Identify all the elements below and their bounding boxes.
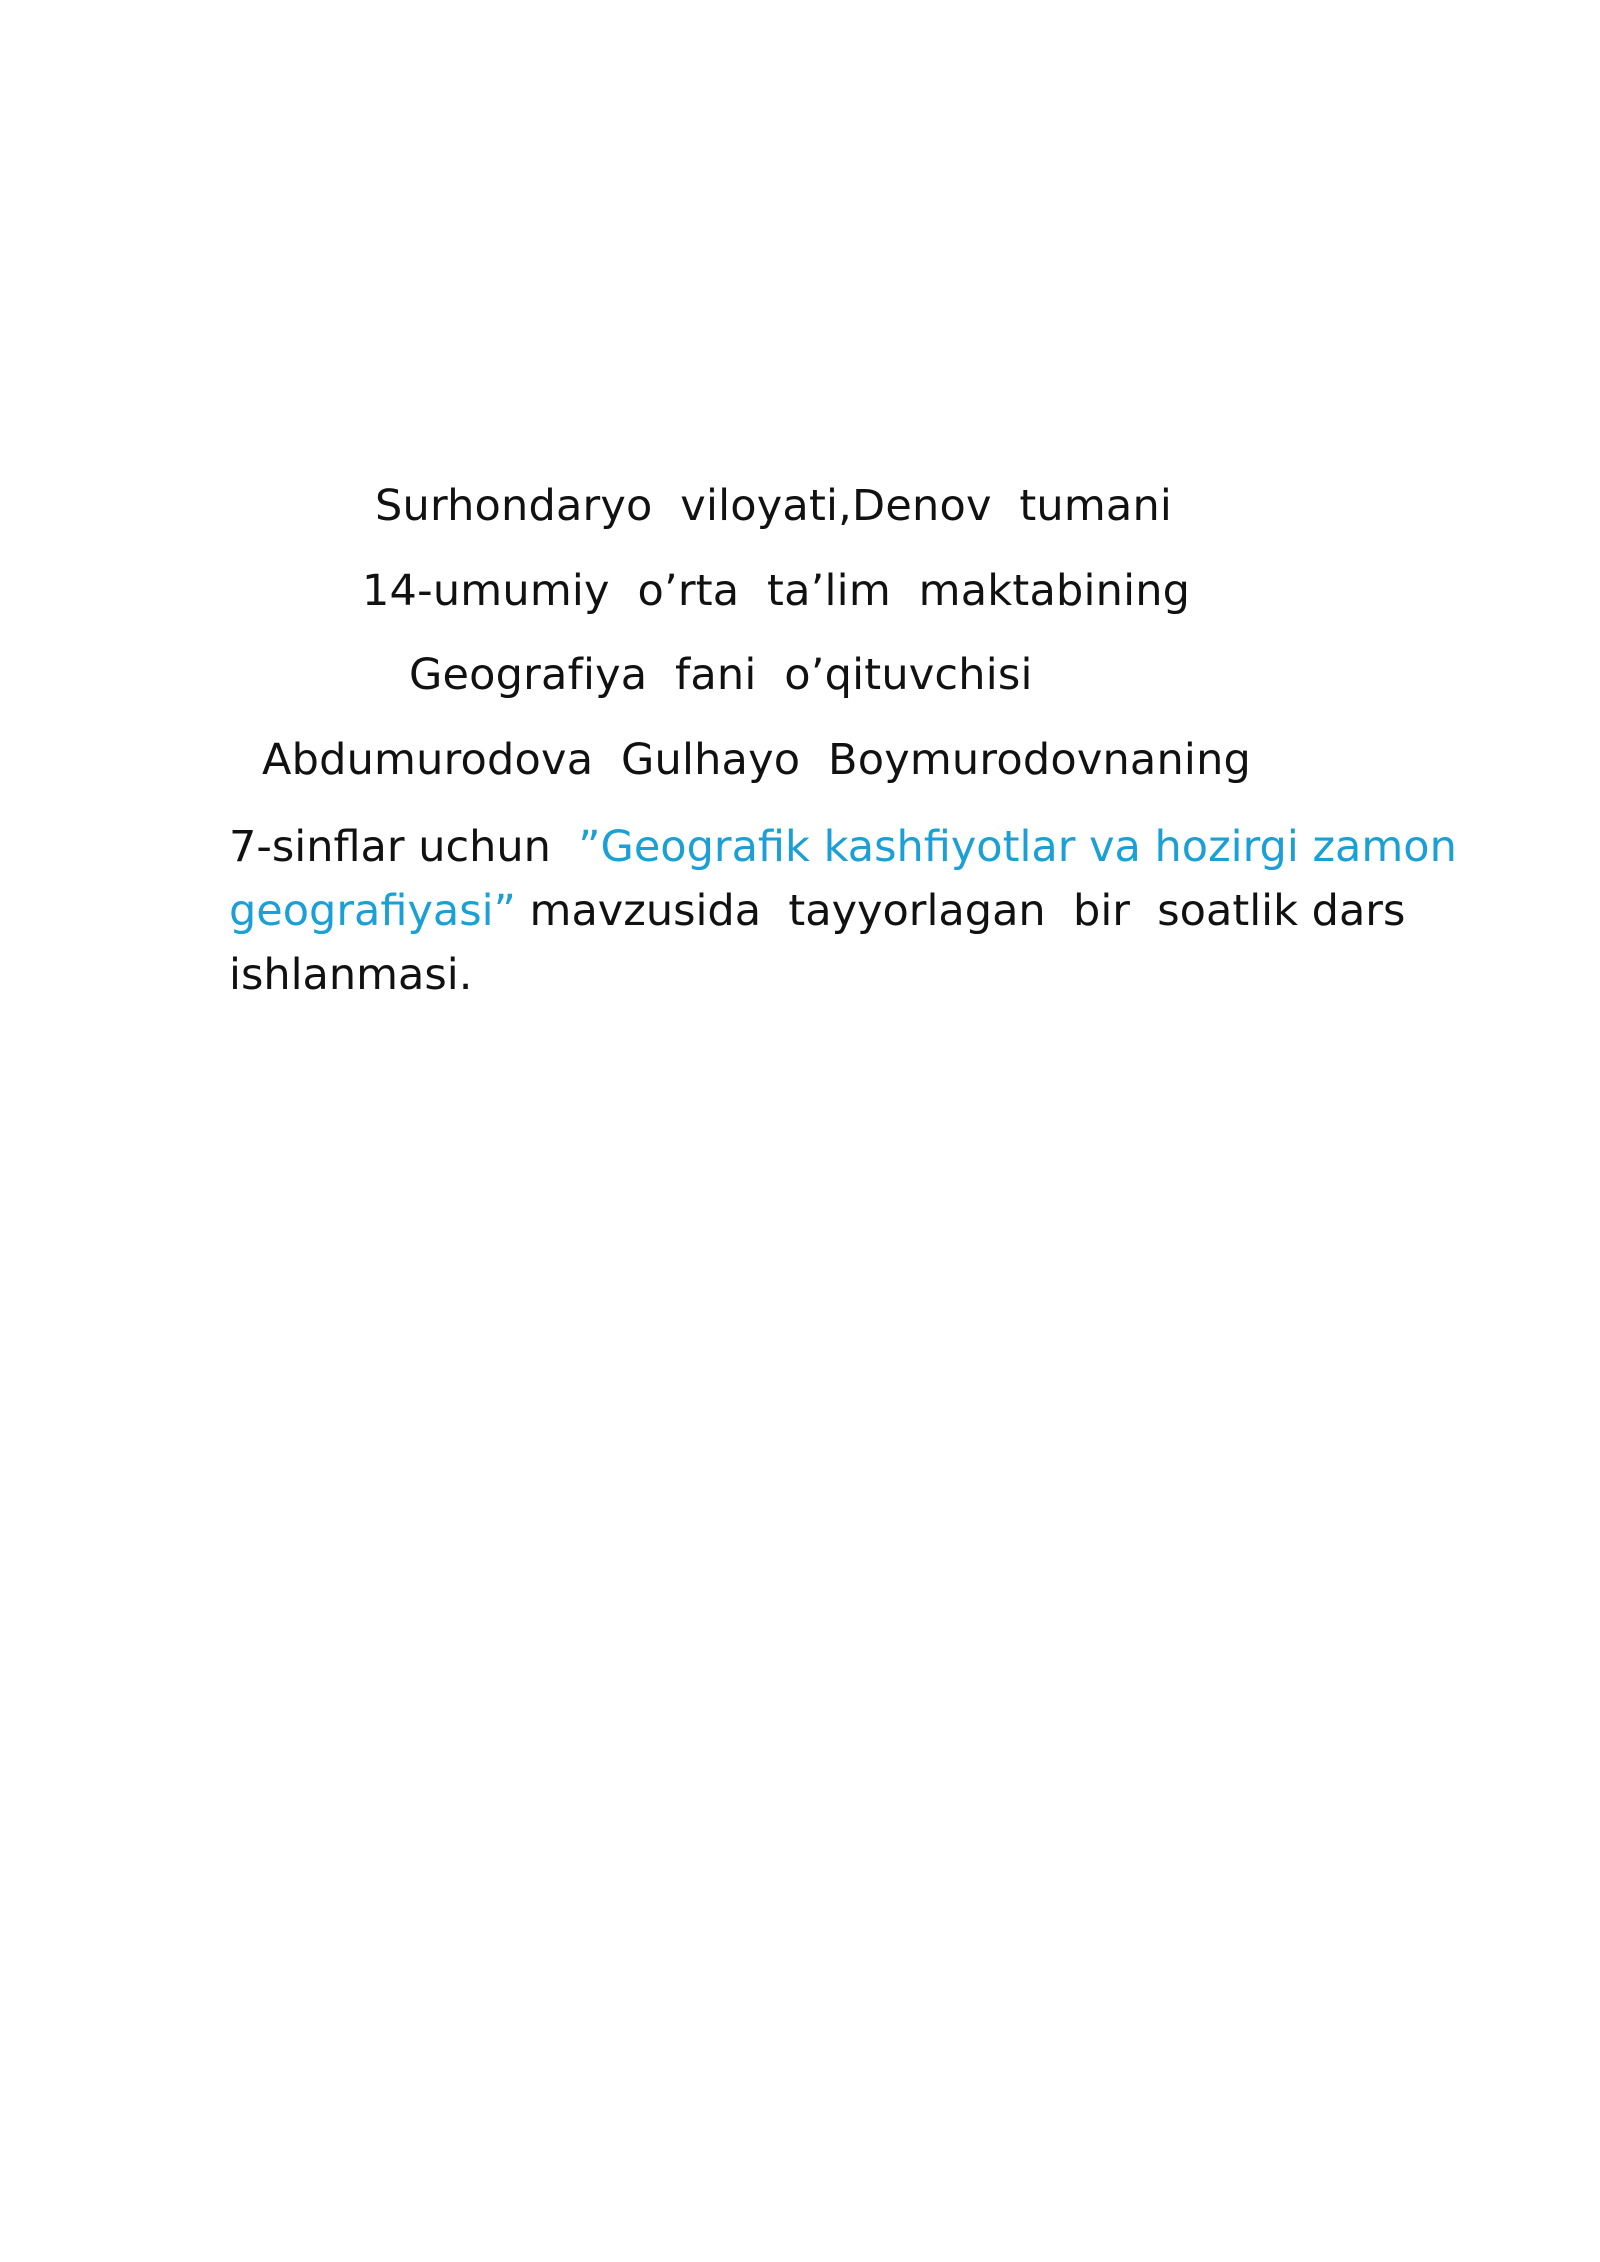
author-name-line: Abdumurodova Gulhayo Boymurodovnaning: [262, 735, 1252, 785]
region-line: Surhondaryo viloyati,Denov tumani: [375, 481, 1173, 531]
lesson-title-part2: geografiyasi”: [229, 886, 516, 936]
description-row-2: [229, 879, 1409, 943]
school-line: 14-umumiy o’rta ta’lim maktabining: [362, 566, 1191, 616]
lesson-description: [229, 815, 1457, 1007]
description-suffix: mavzusida tayyorlagan bir soatlik dars: [515, 886, 1406, 936]
description-row-3: ishlanmasi.: [229, 950, 473, 1000]
grade-prefix: 7-sinflar uchun: [229, 822, 579, 872]
subject-teacher-line: Geografiya fani o’qituvchisi: [409, 650, 1033, 700]
description-row-1: [229, 815, 1457, 879]
lesson-title-part1: ”Geografik kashfiyotlar va hozirgi zamon: [578, 822, 1457, 872]
